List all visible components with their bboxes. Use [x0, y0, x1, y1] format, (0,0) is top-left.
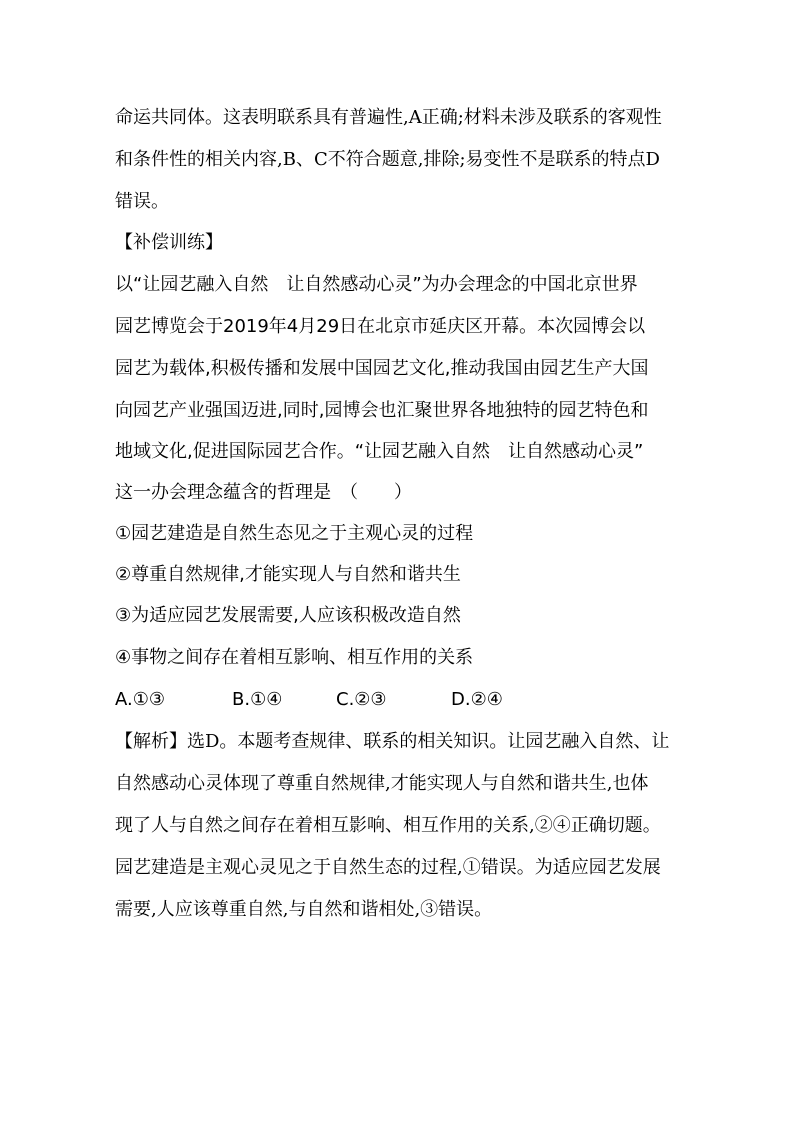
analysis-line-5: 需要,人应该尊重自然,与自然和谐相处,③错误。 — [115, 899, 493, 920]
prev-analysis-line-2: 和条件性的相关内容,B、C不符合题意,排除;易变性不是联系的特点D — [115, 149, 660, 170]
statement-1: ①园艺建造是自然生态见之于主观心灵的过程 — [115, 523, 474, 544]
statement-4: ④事物之间存在着相互影响、相互作用的关系 — [115, 647, 474, 668]
prev-analysis-line-1: 命运共同体。这表明联系具有普遍性,A正确;材料未涉及联系的客观性 — [115, 107, 662, 128]
option-a: A.①③ — [115, 689, 165, 710]
question-line-3: 园艺为载体,积极传播和发展中国园艺文化,推动我国由园艺生产大国 — [115, 358, 649, 379]
analysis-line-3: 现了人与自然之间存在着相互影响、相互作用的关系,②④正确切题。 — [115, 815, 661, 836]
question-line-4: 向园艺产业强国迈进,同时,园博会也汇聚世界各地独特的园艺特色和 — [115, 400, 649, 421]
section-heading: 【补偿训练】 — [115, 232, 223, 253]
analysis-line-1: 【解析】选D。本题考查规律、联系的相关知识。让园艺融入自然、让 — [115, 731, 670, 752]
analysis-line-4: 园艺建造是主观心灵见之于自然生态的过程,①错误。为适应园艺发展 — [115, 857, 661, 878]
question-line-5: 地域文化,促进国际园艺合作。“让园艺融入自然 让自然感动心灵” — [115, 441, 644, 462]
option-c: C.②③ — [336, 689, 387, 710]
prev-analysis-line-3: 错误。 — [115, 191, 169, 212]
analysis-line-2: 自然感动心灵体现了尊重自然规律,才能实现人与自然和谐共生,也体 — [115, 773, 649, 794]
question-line-6: 这一办会理念蕴含的哲理是 （ ） — [115, 482, 412, 503]
option-b: B.①④ — [232, 689, 283, 710]
option-d: D.②④ — [451, 689, 503, 710]
statement-3: ③为适应园艺发展需要,人应该积极改造自然 — [115, 605, 461, 626]
question-line-2: 园艺博览会于2019年4月29日在北京市延庆区开幕。本次园博会以 — [115, 316, 646, 337]
statement-2: ②尊重自然规律,才能实现人与自然和谐共生 — [115, 564, 461, 585]
question-line-1: 以“让园艺融入自然 让自然感动心灵”为办会理念的中国北京世界 — [115, 274, 638, 295]
